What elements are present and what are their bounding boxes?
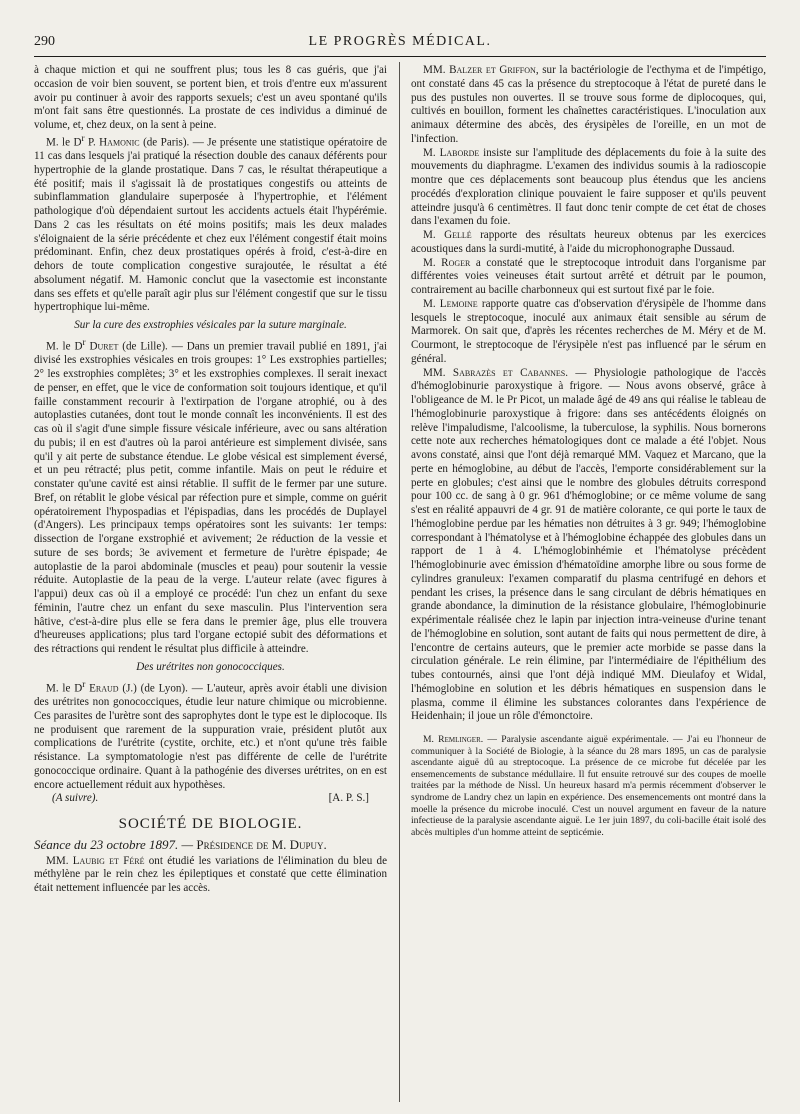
paragraph-body: a constaté que le streptocoque introduit dans l'organisme par différentes voies veineuses était surtout arrêté et détruit par le poumon, contrairement au bacille charbonneux qui est surtout fixé par le foie. — [411, 256, 766, 296]
paragraph — [411, 734, 766, 838]
author-name: M. Remlinger — [423, 734, 481, 745]
author-prefix-sup: r — [81, 133, 85, 144]
paragraph-body: rapporte des résultats heureux obtenus par les exercices acoustiques dans la surdi-mutité, à l'aide du microphonographe Dussaud. — [411, 229, 766, 255]
paragraph — [34, 679, 387, 793]
paragraph-body: insiste sur l'amplitude des déplacements du foie à la suite des mouvements du diaphragme. L'examen des individus soumis à la radioscopie montre que ces déplacements sont beaucoup plus étendus que les anciens procédés d'exploration clinique pouvaient le faire supposer et qu'ils peuvent atteindre jusqu'à 6 centimètres. Il faut donc tenir compte de cet état de choses dans l'examen du foie. — [411, 146, 766, 228]
paragraph — [34, 855, 387, 896]
author-prefix: M. le D — [46, 340, 83, 353]
author-name: MM. Sabrazès et Cabannes — [423, 366, 566, 379]
author-prefix-sup: r — [82, 337, 86, 348]
author-name: M. Roger — [423, 256, 471, 269]
section-title: SOCIÉTÉ DE BIOLOGIE. — [118, 816, 303, 833]
author-name: M. Lemoine — [423, 297, 478, 310]
author-name: MM. Laubig et Féré — [46, 854, 145, 867]
author-name: MM. Balzer et Griffon — [423, 64, 536, 76]
paragraph: à chaque miction et qui ne souffrent plus; tous les 8 cas guéris, que j'ai occasion de voir bien souvent, se portent bien, et trois d'entre eux m'assurent avoir pu continuer à avoir des rapports sexuels; c'est un aveu spontané qu'ils m'ont fait sans être questionnés. La prostate de ces individus a diminué de volume, et, chez deux, on la sent à peine. — [34, 64, 387, 131]
session-line — [34, 838, 387, 852]
session-date: Séance du 23 octobre 1897. — — [34, 836, 197, 852]
paragraph — [411, 367, 766, 725]
session-president: Présidence de M. Dupuy. — [196, 836, 327, 852]
page-number: 290 — [34, 34, 55, 49]
signature-line — [34, 792, 387, 806]
header-rule — [34, 56, 766, 57]
paragraph — [411, 229, 766, 257]
paragraph — [411, 147, 766, 230]
paragraph-body: ont étudié les variations de l'élimination du bleu de méthylène par le rein chez les épileptiques et constaté que cette élimination était nettement influencée par les accès. — [34, 854, 387, 895]
author-prefix: M. le D — [46, 682, 83, 695]
paragraph — [34, 133, 387, 315]
paragraph — [411, 257, 766, 298]
author-name: Eraud — [85, 682, 119, 695]
subheading: Sur la cure des exstrophies vésicales par la suture marginale. — [74, 319, 347, 332]
paragraph-body: (de Lille). — Dans un premier travail publié en 1891, j'ai divisé les exstrophies vésicales en trois groupes: 1° Les exstrophies partielles; 2° les exstrophies complètes; 3° et les exstrophies complexes. Il serait inexact de penser, en effet, que le vice de conformation soit toujours identique, et qu'il faille constamment recourir à l'extirpation de l'organe atrophié, ou à des autoplasties cutanées, dont tout le monde connaît les inconvénients. Il est des cas où il s'agit d'une simple fissure vésicale inférieure, avec ou sans altération du pubis; il en est d'autres où la paroi antérieure est simplement divisée, sans qu'il y ait perte de substance étendue. Le globe vésical est simplement éversé, et un peu rétracté; plus petit, comme infantile. Mais on peut le réduire et constater qu'une cavité est ainsi rétablie. Il suffit de le fermer par une suture. Bref, on rétablit le globe vésical par réfection pure et simple, comme on guérit opératoirement l'hypospadias et l'épispadias, dans les procédés de Duplayel (d'Angers). Les principaux temps opératoires sont les suivants: 1er temps: dissection de l'organe exstrophié et avivement; 2e réduction de la vessie et suture de ses bords; 3e avivement et fermeture de l'urètre épispade; 4e autoplastie de la paroi abdominale (muscles et peau) pour soutenir la vessie réduite. Autoplastie de la peau de la verge. L'auteur relate (avec figures à l'appui) deux cas où il a employé ce procédé: l'un chez un enfant du sexe féminin, l'autre chez un enfant du sexe masculin. Plus l'intervention sera hâtive, c'est-à-dire plus elle se fera dans le premier âge, plus elle trouvera d'heureuses applications; plus tard l'organe ectopié subit des déformations et des rétractions qui rendent le résultat plus difficile à atteindre. — [34, 340, 387, 656]
paragraph-body: . — Paralysie ascendante aiguë expérimentale. — J'ai eu l'honneur de communiquer à la Société de Biologie, à la séance du 28 mars 1895, un cas de paralysie ascendante aiguë dû au streptocoque. La présence de ce microbe fut décelée par les ensemencements de substance médullaire. Il fut ensuite retrouvé sur des coupes de moelle traitées par la méthode de Nissl. Un heureux hasard m'a permis récemment d'observer le syndrome de Landry chez un lapin en expérience. Des ensemencements ont montré dans la moelle la présence du microbe inoculé. C'est un nouvel argument en faveur de la nature infectieuse de la paralysie ascendante aiguë. Le 1er juin 1897, du coli-bacille était isolé des abcès multiples d'un homme atteint de septicémie. — [411, 734, 766, 838]
paragraph-body: (J.) (de Lyon). — L'auteur, après avoir établi une division des urétrites non gonococciques, étudie leur nature chimique ou microbienne. Ces parasites de l'urètre sont des saprophytes dont le type est le diplocoque. Ils ne produisent que rarement de la suppuration vraie, président plutôt aux complications de l'urétrite (cystite, orchite, etc.) et n'ont qu'une très faible résistance. La symptomatologie n'est pas différente de celle de l'urétrite gonococcique ordinaire. Quant à la pathogénie des diverses urétrites, on en est encore actuellement réduit aux hypothèses. — [34, 682, 387, 791]
to-be-continued: (A suivre). — [52, 792, 99, 805]
author-prefix: M. le D — [46, 136, 82, 149]
author-name: Duret — [85, 340, 119, 353]
author-name: P. Hamonic — [84, 136, 140, 149]
running-title: LE PROGRÈS MÉDICAL. — [308, 34, 492, 49]
author-name: M. Gellé — [423, 229, 472, 241]
right-column — [411, 64, 766, 1104]
paragraph-body: , sur la bactériologie de l'ecthyma et de l'impétigo, ont constaté dans 45 cas la présence du streptocoque à l'état de pureté dans le pus des pustules non ouvertes. Il se trouve sous forme de diplocoques, qui, cultivés en bouillon, forment les chaînettes caractéristiques. L'inoculation aux animaux détermine des abcès, des érysipèles de l'oreille, en un mot de l'infection. — [411, 64, 766, 145]
paragraph — [411, 64, 766, 147]
subheading: Des urétrites non gonococciques. — [136, 660, 285, 673]
column-divider — [399, 62, 400, 1102]
paragraph-body: . — Physiologie pathologique de l'accès d'hémoglobinurie paroxystique à frigore. — Nous avons observé, grâce à l'obligeance de M. le Pr Picot, un malade âgé de 49 ans qui réalise le tableau de l'hémoglobinurie paroxystique à frigore: dans ses antécédents éloignés on relève l'impaludisme, l'alcoolisme, la tuberculose, la syphilis. Nous bornerons cette note aux recherches hématologiques dont ce malade a été l'objet. Nous avons constaté, ainsi que l'ont déjà remarqué MM. Vaquez et Marcano, que la perte en hémoglobine, au début de l'accès, l'emporte considérablement sur la perte en globules; c'est ainsi que le nombre des globules détruits correspond pour 100 cc. de sang à 0 gr. 961 d'hémoglobine; or ce même volume de sang s'est en réalité appauvri de 4 gr. 91 de matière colorante, ce qui porte le taux de l'hémoglobine perdue par les hématies non détruites à 3 gr. 949; l'hémoglobine correspondant à l'hématolyse et à l'hémoglobine échappée des globules dans un rapport de 1 à 4. L'hémoglobinhémie et l'hématolyse précèdent l'hémoglobinurie avec émission d'hématoïdine amorphe libre ou sous forme de cylindres granuleux: l'examen comparatif du plasma centrifugé en dehors et pendant les crises, la présence dans le sang circulant de débris hématiques en grande abondance, la diminution de la résistance globulaire, l'hémoglobinurie expérimentale réalisée chez le lapin par injection intra-veineuse d'urine tenant de l'hémoglobine en solution, sont autant de faits qui nous permettent de dire, à l'encontre de certains auteurs, que le premier acte morbide se passe dans la circulation générale. Le rein élimine, par l'intermédiaire de l'épithélium des tubes contournés, ainsi que l'ont déjà indiqué MM. Dieulafoy et Widal, l'hémoglobine en solution et les débris hématiques en suspension dans le plasma, comme il élimine les substances colorantes dans l'expérience de Heidenhain; il joue un rôle d'émonctoire. — [411, 366, 766, 723]
paragraph-body: (de Paris). — Je présente une statistique opératoire de 11 cas dans lesquels j'ai pratiqué la résection double des canaux déférents pour hypertrophie de la glande prostatique. Dans 7 cas, le résultat thérapeutique a été positif; mais il s'agissait là de prostatiques congestifs ou atteints de subinflammation glandulaire superposée à l'hypertrophie, et l'élément pathologique d'où dépendaient surtout les accidents actuels était l'hypérémie. Dans 2 cas les résultats on été moins positifs; mais les deux malades s'éloignaient de la série précédente et chez eux l'élément congestif était moins prédominant. Enfin, chez deux prostatiques opérés à froid, c'est-à-dire en dehors de toute complication congestive surajoutée, le résultat a été absolument négatif. M. Hamonic conclut que la vasectomie est inconstante dans ses effets et qu'elle paraît agir plus sur l'élément congestif que sur le tissu hypertrophique lui-même. — [34, 136, 387, 314]
author-initials: [A. P. S.] — [328, 792, 369, 805]
small-print-block — [411, 734, 766, 838]
author-name: M. Laborde — [423, 146, 480, 159]
paragraph — [411, 298, 766, 367]
paragraph — [34, 337, 387, 657]
paragraph-body: rapporte quatre cas d'observation d'érysipèle de l'homme dans lesquels le streptocoque, inoculé aux animaux était sensible au sérum de Marmorek. On sait que, d'après les récentes recherches de M. Méry et de M. Courmont, le streptocoque de l'érysipèle n'est pas influencé par le sérum en général. — [411, 297, 766, 365]
author-prefix-sup: r — [82, 679, 86, 690]
left-column — [34, 64, 387, 1104]
